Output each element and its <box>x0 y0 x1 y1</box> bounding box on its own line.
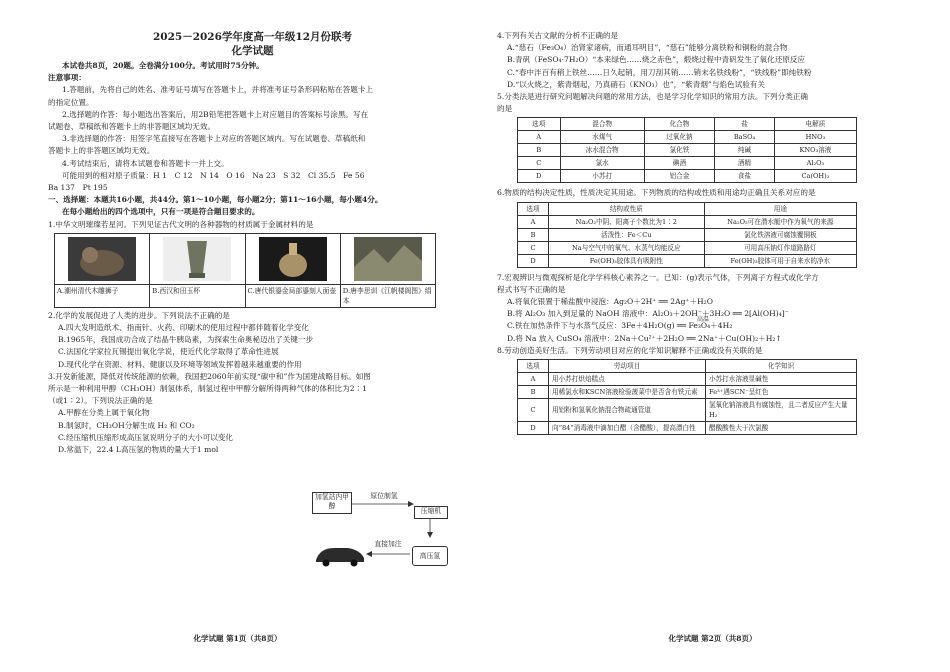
table-cell: 酒精 <box>715 157 775 170</box>
table-row <box>518 386 857 399</box>
page-footer: 化学试题 第2页（共8页） <box>668 634 757 643</box>
table-header-cell: 盐 <box>715 118 775 131</box>
q1-option-c <box>246 234 341 307</box>
question-3-cont: （或1∶2）。下列说法正确的是 <box>48 396 153 406</box>
q4-option-b: B.青矾（FeSO₄·7H₂O）“本来绿色……烧之赤色”，煅烧过程中青矾发生了氧化还原反应 <box>507 55 806 65</box>
question-4: 4.下列有关古文献的分析不正确的是 <box>497 31 619 40</box>
notice-line: 4.考试结束后，请将本试题卷和答题卡一并上交。 <box>62 158 229 168</box>
table-cell: 碘酒 <box>644 157 714 170</box>
table-cell: KNO₃溶液 <box>774 144 856 157</box>
table-cell: 醋酸酸性大于次氯酸 <box>706 422 857 435</box>
table-header <box>518 202 857 215</box>
direct-fill-label: 直接加注 <box>368 540 408 550</box>
q5-table <box>517 117 857 183</box>
question-7: 7.宏观辨识与微观探析是化学学科核心素养之一。已知：(g)表示气体，下列离子方程式或化学方 <box>497 272 819 282</box>
table-header-cell: 劳动项目 <box>549 360 706 373</box>
table-cell: 冰水混合物 <box>560 144 644 157</box>
section-heading: 一、选择题：本题共16小题，共44分。第1～10小题，每小题2分；第11～16小题，每小题4分。 <box>48 195 383 205</box>
compressor-box: 压缩机 <box>414 506 448 519</box>
q3-option-a: A.甲醇在分类上属于氧化物 <box>58 408 150 418</box>
table-header-cell: 化合物 <box>644 118 714 131</box>
table-cell: 氯化铁 <box>644 144 714 157</box>
table-cell: 食盐 <box>715 170 775 183</box>
question-1: 1.中华文明璀璨若星河。下列见证古代文明的各种器物的材质属于金属材料的是 <box>48 219 314 229</box>
table-cell: 用小苏打烘焙糕点 <box>549 373 706 386</box>
table-row <box>518 228 857 241</box>
table-cell: Fe³⁺遇SCN⁻呈红色 <box>706 386 857 399</box>
q1-option-b-label: B.西汉和田玉杯 <box>150 284 244 307</box>
table-cell: BaSO₄ <box>715 131 775 144</box>
jade-cup-image <box>163 237 231 281</box>
table-cell: C <box>518 157 561 170</box>
table-row <box>518 170 857 183</box>
q3-option-c: C.经压缩机压缩形成高压氢说明分子的大小可以变化 <box>58 432 234 442</box>
table-row <box>518 422 857 435</box>
q7-option-b: B.将 Al₂O₃ 加入到足量的 NaOH 溶液中：Al₂O₃＋2OH⁻＋3H₂O ══ 2[Al(OH)₄]⁻ <box>507 309 789 319</box>
q7-option-a: A.将氧化银置于稀盐酸中浸泡：Ag₂O＋2H⁺ ══ 2Ag⁺＋H₂O <box>507 297 713 307</box>
exam-subtitle: 化学试题 <box>231 45 274 57</box>
table-row <box>518 131 857 144</box>
table-cell: Ca(OH)₂ <box>774 170 856 183</box>
section-instruction: 在每小题给出的四个选项中，只有一项是符合题目要求的。 <box>62 207 260 217</box>
table-cell: D <box>518 254 549 267</box>
table-cell: Na与空气中的氧气、水蒸气均能反应 <box>549 241 705 254</box>
q6-table <box>517 202 857 268</box>
q2-option-b: B.1965年，我国成功合成了结晶牛胰岛素，为探索生命奥秘迈出了关键一步 <box>58 335 314 345</box>
question-2: 2.化学的发展促进了人类的进步。下列说法不正确的是 <box>48 310 230 320</box>
notice-line: 试题卷、草稿纸和答题卡上的非答题区域均无效。 <box>48 122 216 132</box>
table-header-cell: 电解质 <box>774 118 856 131</box>
q4-option-d: D.“以火烧之，紫青烟起，乃真硝石（KNO₃）也”，“紫青烟”与焰色试验有关 <box>507 79 765 89</box>
q2-option-a: A.四大发明造纸术、指南针、火药、印刷术的使用过程中都伴随着化学变化 <box>58 323 309 333</box>
q1-option-c-label: C.唐代银鎏金局部鎏刻人面壶 <box>246 284 340 307</box>
q1-option-a <box>55 234 150 307</box>
table-cell: Fe(OH)₃胶体具有吸附性 <box>549 254 705 267</box>
question-7-cont: 程式书写不正确的是 <box>497 284 566 294</box>
q2-option-d: D.现代化学在资源、材料、健康以及环境等领域发挥着越来越重要的作用 <box>58 359 302 369</box>
notice-line: 1.答题前，先将自己的姓名、准考证号填写在答题卡上，并将准考证号条形码粘贴在答题卡上 <box>62 85 373 95</box>
table-row <box>518 144 857 157</box>
table-cell: 氯水 <box>560 157 644 170</box>
q2-option-c: C.法国化学家拉瓦锡提出氧化学说，使近代化学取得了革命性进展 <box>58 347 279 357</box>
table-cell: 向“84”消毒液中滴加白醋（含醋酸），提高漂白性 <box>549 422 706 435</box>
table-cell: Al₂O₃ <box>774 157 856 170</box>
table-cell: 铝合金 <box>644 170 714 183</box>
table-row <box>518 254 857 267</box>
q4-option-a: A.“慈石（Fe₃O₄）治肾家诸病，而通耳明目”，“慈石”能够分离铁粉和铜粉的混合物 <box>507 43 788 53</box>
table-header <box>518 118 857 131</box>
notice-line: 2.选择题的作答：每小题选出答案后，用2B铅笔把答题卡上对应题目的答案标号涂黑。写在 <box>62 109 369 119</box>
tank-box: 高压氢 <box>412 546 448 566</box>
table-cell: A <box>518 131 561 144</box>
table-cell: 活泼性：Fe＜Cu <box>549 228 705 241</box>
table-header-cell: 混合物 <box>560 118 644 131</box>
table-cell: B <box>518 144 561 157</box>
question-5-cont: 的是 <box>497 104 513 114</box>
table-cell: 纯碱 <box>715 144 775 157</box>
q1-option-a-label: A.潮州清代木雕狮子 <box>55 284 149 307</box>
hydrogen-diagram <box>312 492 462 572</box>
atomic-masses: 可能用到的相对原子质量：H 1 C 12 N 14 O 16 Na 23 S 32 Cl 35.5 Fe 56 <box>62 170 365 180</box>
wood-lion-image <box>68 237 136 281</box>
page-footer: 化学试题 第1页（共8页） <box>193 634 282 643</box>
question-3: 3.开发新能源，降低对传统能源的依赖，我国把2060年前实现“碳中和”作为国建战略目标。如图 <box>48 371 371 381</box>
q1-option-d <box>341 234 435 307</box>
q4-option-c: C.“春中泮百有稍上铁丝……日久起销，用刀刮其销……销末名铁线粉”，“铁线粉”即纯铁粉 <box>507 67 812 77</box>
table-cell: HNO₃ <box>774 131 856 144</box>
table-cell: D <box>518 170 561 183</box>
q1-option-b <box>150 234 245 307</box>
table-cell: A <box>518 215 549 228</box>
table-cell: 过氧化钠 <box>644 131 714 144</box>
table-cell: Fe(OH)₃胶体可用于自来水的净水 <box>704 254 856 267</box>
notice-line: 答题卡上的非答题区域均无效。 <box>48 146 155 156</box>
painting-image <box>354 237 422 281</box>
question-3-cont: 所示是一种利用甲醇（CH₃OH）制氢体系，制氢过程中甲醇分解所得两种气体的体积比为2∶1 <box>48 384 367 394</box>
q3-option-b: B.制氢时，CH₃OH分解生成 H₂ 和 CO₂ <box>58 420 195 430</box>
table-cell: D <box>518 422 549 435</box>
q7-option-d: D.将 Na 放入 CuSO₄ 溶液中：2Na＋Cu²⁺＋2H₂O ══ 2Na⁺＋Cu(OH)₂＋H₂↑ <box>507 333 782 343</box>
table-cell: B <box>518 386 549 399</box>
q1-image-table <box>54 233 436 308</box>
exam-title: 2025－2026学年度高一年级12月份联考 <box>152 31 353 43</box>
reaction-condition: 高温 <box>697 316 710 324</box>
table-cell: 水煤气 <box>560 131 644 144</box>
q7-option-c <box>497 316 910 332</box>
notice-line: 3.非选择题的作答：用签字笔直接写在答题卡上对应的答题区域内。写在试题卷、草稿纸和 <box>62 134 366 144</box>
table-cell: 氢氧化钠溶液具有腐蚀性，且二者反应产生大量H₂ <box>706 399 857 422</box>
table-cell: 小苏打水溶液显碱性 <box>706 373 857 386</box>
table-cell: 用铝粉和氢氧化钠混合物疏通管道 <box>549 399 706 422</box>
table-header-cell: 结构或性质 <box>549 202 705 215</box>
table-cell: A <box>518 373 549 386</box>
atomic-masses-cont: Ba 137 Pt 195 <box>48 183 108 193</box>
q3-option-d: D.常温下，22.4 L高压氢的物质的量大于1 mol <box>58 445 219 455</box>
table-header <box>518 360 857 373</box>
table-row <box>518 241 857 254</box>
question-5: 5.分类法是进行研究问题解决问题的常用方法，也是学习化学知识的常用方法。下列分类正确 <box>497 92 808 102</box>
table-row <box>518 399 857 422</box>
table-cell: Na₂O₂中阴、阳离子个数比为1∶2 <box>549 215 705 228</box>
table-cell: 氯化铁溶液可腐蚀覆铜板 <box>704 228 856 241</box>
table-cell: C <box>518 399 549 422</box>
table-row <box>518 373 857 386</box>
table-cell: 用稀氯水和KSCN溶液检验菠菜中是否含有铁元素 <box>549 386 706 399</box>
table-header-cell: 化学知识 <box>706 360 857 373</box>
notice-heading: 注意事项： <box>48 73 86 83</box>
exam-intro: 本试卷共8页，20题。全卷满分100分。考试用时75分钟。 <box>62 61 264 70</box>
table-cell: Na₂O₂可在潜水艇中作为氧气的来源 <box>704 215 856 228</box>
q7-option-c-text: C.铁在加热条件下与水蒸气反应：3Fe＋4H₂O(g) ══ Fe₃O₄＋4H₂ <box>507 321 733 331</box>
question-8: 8.劳动创造美好生活。下列劳动项目对应的化学知识解释不正确或没有关联的是 <box>497 345 763 355</box>
notice-line: 的指定位置。 <box>48 97 94 107</box>
process-label: 原位制氢 <box>364 492 404 502</box>
right-page <box>475 0 950 672</box>
station-box: 加氢站内甲醇 <box>312 492 352 514</box>
table-cell: C <box>518 241 549 254</box>
table-header-cell: 用途 <box>704 202 856 215</box>
table-cell: 可用高压钠灯作道路路灯 <box>704 241 856 254</box>
question-6: 6.物质的结构决定性质，性质决定其用途。下列物质的结构或性质和用途均正确且关系对应的是 <box>497 188 816 198</box>
table-row <box>518 215 857 228</box>
table-row <box>518 157 857 170</box>
table-header-cell: 选项 <box>518 360 549 373</box>
silver-pot-image <box>259 237 327 281</box>
table-header-cell: 选项 <box>518 118 561 131</box>
table-cell: B <box>518 228 549 241</box>
table-header-cell: 选项 <box>518 202 549 215</box>
table-cell: 小苏打 <box>560 170 644 183</box>
q1-option-d-label: D.唐李思训《江帆楼阁图》绢本 <box>341 284 435 307</box>
q8-table <box>517 359 857 435</box>
